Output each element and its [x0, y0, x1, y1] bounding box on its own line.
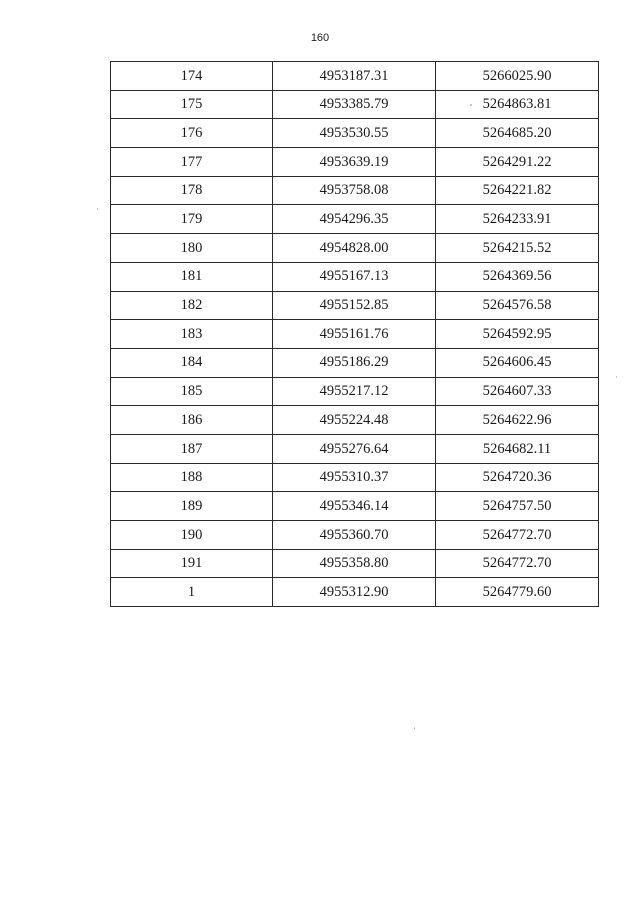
y-coordinate-cell: 5264369.56: [436, 262, 599, 291]
x-coordinate-cell: 4955312.90: [273, 578, 436, 607]
point-number-cell: 184: [111, 348, 273, 377]
point-number-cell: 191: [111, 549, 273, 578]
x-coordinate-cell: 4954828.00: [273, 234, 436, 263]
x-coordinate-cell: 4953187.31: [273, 62, 436, 91]
x-coordinate-cell: 4955224.48: [273, 406, 436, 435]
y-coordinate-cell: 5264685.20: [436, 119, 599, 148]
point-number-cell: 182: [111, 291, 273, 320]
y-coordinate-cell: 5264772.70: [436, 521, 599, 550]
y-coordinate-cell: 5264863.81: [436, 90, 599, 119]
y-coordinate-cell: 5264622.96: [436, 406, 599, 435]
table-row: [111, 434, 599, 463]
table-row: [111, 492, 599, 521]
y-coordinate-cell: 5264682.11: [436, 434, 599, 463]
table-row: [111, 90, 599, 119]
scan-speck: [414, 727, 415, 730]
x-coordinate-cell: 4955186.29: [273, 348, 436, 377]
x-coordinate-cell: 4955161.76: [273, 320, 436, 349]
table-row: [111, 320, 599, 349]
x-coordinate-cell: 4955217.12: [273, 377, 436, 406]
point-number-cell: 185: [111, 377, 273, 406]
x-coordinate-cell: 4955310.37: [273, 463, 436, 492]
scan-speck: [470, 104, 472, 106]
table-row: [111, 549, 599, 578]
table-row: [111, 377, 599, 406]
table-row: [111, 119, 599, 148]
y-coordinate-cell: 5264576.58: [436, 291, 599, 320]
x-coordinate-cell: 4955276.64: [273, 434, 436, 463]
y-coordinate-cell: 5264720.36: [436, 463, 599, 492]
table-row: [111, 348, 599, 377]
table-row: [111, 62, 599, 91]
table-row: [111, 262, 599, 291]
point-number-cell: 190: [111, 521, 273, 550]
x-coordinate-cell: 4954296.35: [273, 205, 436, 234]
y-coordinate-cell: 5264606.45: [436, 348, 599, 377]
y-coordinate-cell: 5264221.82: [436, 176, 599, 205]
y-coordinate-cell: 5264592.95: [436, 320, 599, 349]
point-number-cell: 174: [111, 62, 273, 91]
table-row: [111, 205, 599, 234]
y-coordinate-cell: 5264779.60: [436, 578, 599, 607]
y-coordinate-cell: 5264291.22: [436, 148, 599, 177]
x-coordinate-cell: 4955358.80: [273, 549, 436, 578]
table-row: [111, 291, 599, 320]
table-row: [111, 148, 599, 177]
point-number-cell: 175: [111, 90, 273, 119]
table-row: [111, 176, 599, 205]
point-number-cell: 181: [111, 262, 273, 291]
x-coordinate-cell: 4953385.79: [273, 90, 436, 119]
scan-speck: [616, 376, 617, 378]
point-number-cell: 179: [111, 205, 273, 234]
x-coordinate-cell: 4953639.19: [273, 148, 436, 177]
coordinates-table: [110, 61, 599, 607]
x-coordinate-cell: 4955167.13: [273, 262, 436, 291]
point-number-cell: 183: [111, 320, 273, 349]
y-coordinate-cell: 5264233.91: [436, 205, 599, 234]
x-coordinate-cell: 4953758.08: [273, 176, 436, 205]
y-coordinate-cell: 5264757.50: [436, 492, 599, 521]
scan-speck: [97, 208, 98, 210]
point-number-cell: 187: [111, 434, 273, 463]
table-row: [111, 578, 599, 607]
page-number: 160: [310, 32, 330, 44]
x-coordinate-cell: 4955360.70: [273, 521, 436, 550]
x-coordinate-cell: 4955346.14: [273, 492, 436, 521]
point-number-cell: 186: [111, 406, 273, 435]
point-number-cell: 188: [111, 463, 273, 492]
x-coordinate-cell: 4955152.85: [273, 291, 436, 320]
point-number-cell: 176: [111, 119, 273, 148]
point-number-cell: 1: [111, 578, 273, 607]
x-coordinate-cell: 4953530.55: [273, 119, 436, 148]
point-number-cell: 180: [111, 234, 273, 263]
point-number-cell: 177: [111, 148, 273, 177]
point-number-cell: 178: [111, 176, 273, 205]
point-number-cell: 189: [111, 492, 273, 521]
coordinates-table-body: [111, 62, 599, 607]
y-coordinate-cell: 5264215.52: [436, 234, 599, 263]
table-row: [111, 234, 599, 263]
table-row: [111, 521, 599, 550]
table-row: [111, 463, 599, 492]
y-coordinate-cell: 5264607.33: [436, 377, 599, 406]
y-coordinate-cell: 5264772.70: [436, 549, 599, 578]
table-row: [111, 406, 599, 435]
y-coordinate-cell: 5266025.90: [436, 62, 599, 91]
